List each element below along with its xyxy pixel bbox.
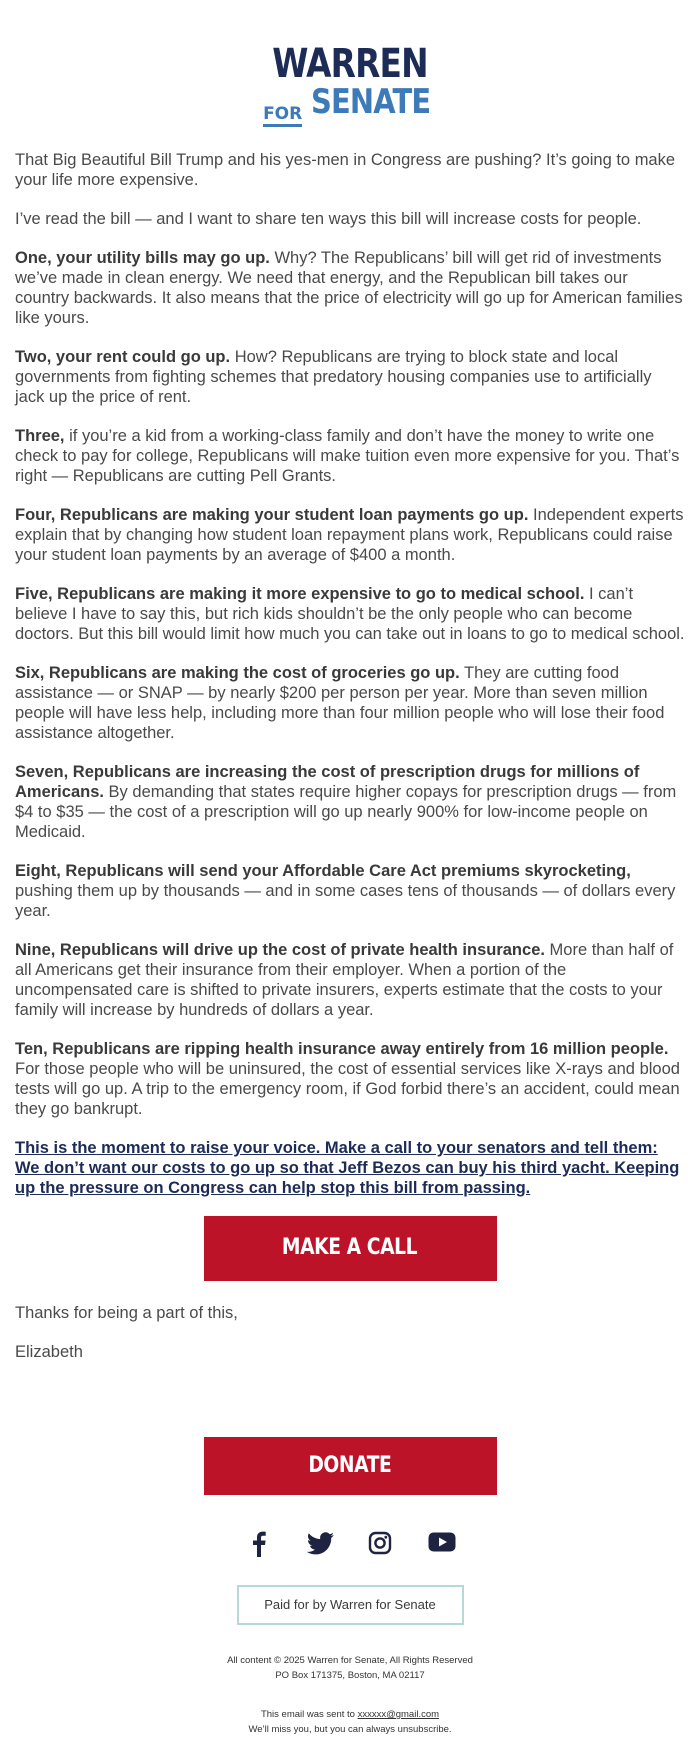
sent-to-line: This email was sent to xxxxxx@gmail.com bbox=[260, 1709, 440, 1720]
paragraph: Seven, Republicans are increasing the cost of prescription drugs for millions of Americans. By demanding that states require higher copays for prescription drugs — from $4 to $35 — the cost of a prescription will go up nearly 900% for low-income people on Medicaid. bbox=[15, 763, 677, 841]
logo-warren: WARREN bbox=[272, 41, 428, 87]
paragraph: Two, your rent could go up. How? Republicans are trying to block state and local governments from fighting schemes that predatory housing companies use to artificially jack up the price of rent. bbox=[15, 348, 652, 406]
donate-button[interactable]: DONATE bbox=[204, 1437, 497, 1495]
paragraph: One, your utility bills may go up. Why? The Republicans’ bill will get rid of investments we’ve made in clean energy. We need that energy, and the Republican bill takes our country backwards. It also means that the price of electricity will go up for American families like yours. bbox=[15, 249, 683, 327]
email-body bbox=[0, 150, 700, 1198]
paragraph: Four, Republicans are making your student loan payments go up. Independent experts explain that by changing how student loan repayment plans work, Republicans could raise your student loan payments by an average of $400 a month. bbox=[15, 506, 684, 564]
logo-senate: SENATE bbox=[310, 82, 430, 122]
signature: Elizabeth bbox=[15, 1343, 83, 1361]
make-a-call-button[interactable]: MAKE A CALL bbox=[204, 1216, 497, 1281]
youtube-icon[interactable] bbox=[428, 1531, 454, 1557]
paragraph: Five, Republicans are making it more expensive to go to medical school. I can’t believe I have to say this, but rich kids shouldn’t be the only people who can become doctors. But this bill would limit how much you can take out in loans to go to medical school. bbox=[15, 585, 685, 643]
mailing-address: PO Box 171375, Boston, MA 02117 bbox=[275, 1670, 425, 1681]
social-links bbox=[0, 1531, 700, 1561]
copyright-text: All content © 2025 Warren for Senate, All Rights Reserved bbox=[227, 1655, 473, 1666]
twitter-icon[interactable] bbox=[307, 1531, 333, 1557]
paragraph: Nine, Republicans will drive up the cost of private health insurance. More than half of all Americans get their insurance from their employer. When a portion of the uncompensated care is shifted to private insurers, experts estimate that the costs to your family will increase by hundreds of dollars a year. bbox=[15, 941, 674, 1019]
paragraph: Six, Republicans are making the cost of groceries go up. They are cutting food assistance — or SNAP — by nearly $200 per person per year. More than seven million people will have less help, including more than four million people who will lose their food assistance altogether. bbox=[15, 664, 665, 742]
unsubscribe-link[interactable]: We’ll miss you, but you can always unsubscribe. bbox=[248, 1724, 452, 1735]
paragraph: Ten, Republicans are ripping health insurance away entirely from 16 million people. For those people who will be uninsured, the cost of essential services like X-rays and blood tests will go up. A trip to the emergency room, if God forbid there’s an accident, could mean they go bankrupt. bbox=[15, 1040, 680, 1118]
call-senators-link[interactable]: This is the moment to raise your voice. Make a call to your senators and tell them: We don’t want our costs to go up so that Jeff Bezos can buy his third yacht. Keeping up the pressure on Congress can help stop this bill from passing. bbox=[15, 1139, 680, 1197]
paragraph: Three, if you’re a kid from a working-class family and don’t have the money to write one check to pay for college, Republicans will make tuition even more expensive for you. That’s right — Republicans are cutting Pell Grants. bbox=[15, 427, 680, 485]
campaign-logo bbox=[0, 0, 700, 134]
paid-for-disclaimer: Paid for by Warren for Senate bbox=[237, 1585, 464, 1625]
signoff: Thanks for being a part of this, bbox=[15, 1304, 238, 1322]
instagram-icon[interactable] bbox=[367, 1531, 393, 1557]
paragraph: I’ve read the bill — and I want to share ten ways this bill will increase costs for people. bbox=[15, 210, 642, 228]
paragraph: Eight, Republicans will send your Affordable Care Act premiums skyrocketing, pushing them up by thousands — and in some cases tens of thousands — of dollars every year. bbox=[15, 862, 676, 920]
facebook-icon[interactable] bbox=[246, 1531, 272, 1557]
paragraph: That Big Beautiful Bill Trump and his yes-men in Congress are pushing? It’s going to make your life more expensive. bbox=[15, 151, 676, 189]
logo-for: FOR bbox=[263, 104, 302, 127]
recipient-email: xxxxxx@gmail.com bbox=[357, 1709, 440, 1720]
